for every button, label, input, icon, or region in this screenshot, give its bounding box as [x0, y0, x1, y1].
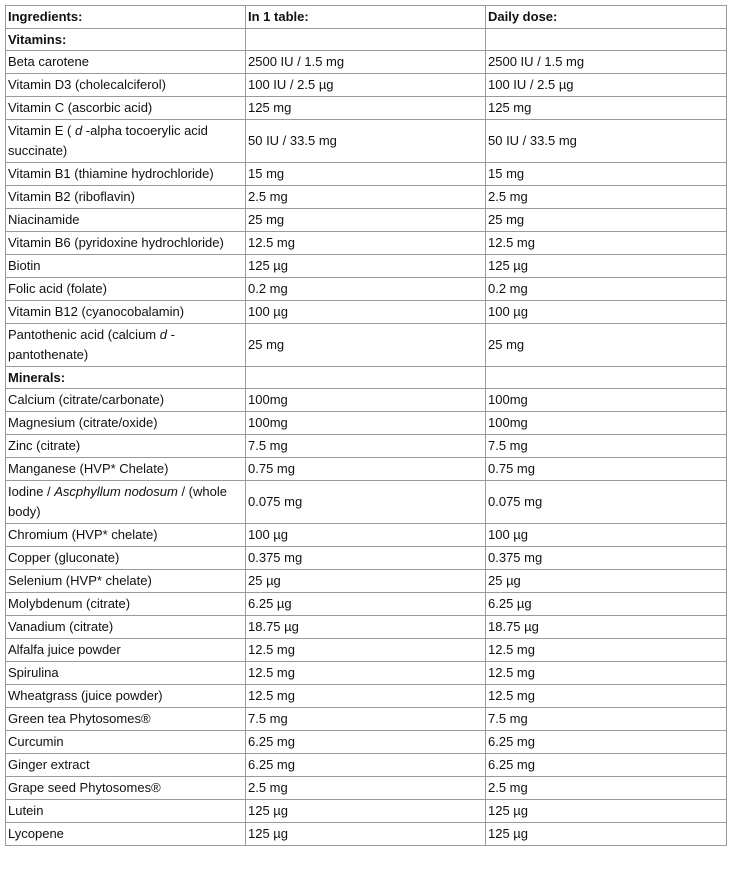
amount-per-tablet: 18.75 µg — [246, 616, 486, 639]
table-row — [6, 616, 727, 639]
ingredient-name: Vanadium (citrate) — [6, 616, 246, 639]
amount-daily-dose: 12.5 mg — [486, 685, 727, 708]
amount-per-tablet: 0.375 mg — [246, 547, 486, 570]
ingredient-name-part: -alpha tocoerylic acid succinate) — [8, 123, 208, 158]
ingredient-name: Lutein — [6, 800, 246, 823]
amount-per-tablet: 12.5 mg — [246, 232, 486, 255]
ingredient-name: Selenium (HVP* chelate) — [6, 570, 246, 593]
table-row — [6, 278, 727, 301]
amount-per-tablet: 6.25 µg — [246, 593, 486, 616]
empty-cell — [486, 29, 727, 51]
table-row — [6, 823, 727, 846]
vitamins-section-row — [6, 29, 727, 51]
table-row — [6, 524, 727, 547]
table-row — [6, 662, 727, 685]
amount-per-tablet: 0.75 mg — [246, 458, 486, 481]
amount-daily-dose: 100mg — [486, 412, 727, 435]
amount-per-tablet: 12.5 mg — [246, 639, 486, 662]
amount-daily-dose: 2.5 mg — [486, 186, 727, 209]
amount-daily-dose: 18.75 µg — [486, 616, 727, 639]
amount-per-tablet: 100mg — [246, 389, 486, 412]
amount-daily-dose: 0.2 mg — [486, 278, 727, 301]
amount-per-tablet: 125 µg — [246, 823, 486, 846]
ingredient-name-italic: d — [74, 123, 83, 138]
amount-daily-dose: 6.25 mg — [486, 731, 727, 754]
amount-daily-dose: 100 IU / 2.5 µg — [486, 74, 727, 97]
table-row — [6, 209, 727, 232]
amount-per-tablet: 100mg — [246, 412, 486, 435]
amount-per-tablet: 7.5 mg — [246, 708, 486, 731]
table-row — [6, 800, 727, 823]
amount-daily-dose: 100 µg — [486, 301, 727, 324]
amount-per-tablet: 0.2 mg — [246, 278, 486, 301]
table-row — [6, 481, 727, 524]
ingredient-name-italic: Ascphyllum nodosum — [54, 484, 178, 499]
table-row — [6, 570, 727, 593]
amount-daily-dose: 125 µg — [486, 800, 727, 823]
empty-cell — [246, 367, 486, 389]
ingredient-name: Calcium (citrate/carbonate) — [6, 389, 246, 412]
ingredient-name: Grape seed Phytosomes® — [6, 777, 246, 800]
amount-daily-dose: 100 µg — [486, 524, 727, 547]
ingredient-name: Niacinamide — [6, 209, 246, 232]
table-row — [6, 389, 727, 412]
amount-per-tablet: 50 IU / 33.5 mg — [246, 120, 486, 163]
amount-daily-dose: 0.075 mg — [486, 481, 727, 524]
ingredient-name: Copper (gluconate) — [6, 547, 246, 570]
amount-per-tablet: 100 µg — [246, 524, 486, 547]
amount-per-tablet: 0.075 mg — [246, 481, 486, 524]
header-daily-dose: Daily dose: — [486, 6, 727, 29]
amount-daily-dose: 50 IU / 33.5 mg — [486, 120, 727, 163]
table-row — [6, 51, 727, 74]
amount-per-tablet: 15 mg — [246, 163, 486, 186]
amount-daily-dose: 7.5 mg — [486, 435, 727, 458]
header-row — [6, 6, 727, 29]
ingredient-name: Lycopene — [6, 823, 246, 846]
amount-per-tablet: 2500 IU / 1.5 mg — [246, 51, 486, 74]
ingredient-name: Spirulina — [6, 662, 246, 685]
header-ingredients: Ingredients: — [6, 6, 246, 29]
table-row — [6, 777, 727, 800]
amount-per-tablet: 25 mg — [246, 209, 486, 232]
minerals-section-title: Minerals: — [6, 367, 246, 389]
amount-daily-dose: 125 µg — [486, 255, 727, 278]
ingredient-name: Magnesium (citrate/oxide) — [6, 412, 246, 435]
amount-per-tablet: 125 µg — [246, 800, 486, 823]
ingredient-name: Chromium (HVP* chelate) — [6, 524, 246, 547]
table-row — [6, 163, 727, 186]
amount-daily-dose: 12.5 mg — [486, 232, 727, 255]
ingredient-name-part: / (whole body) — [8, 484, 227, 519]
amount-per-tablet: 7.5 mg — [246, 435, 486, 458]
ingredient-name — [6, 120, 246, 163]
ingredient-name-part: Pantothenic acid (calcium — [8, 327, 160, 342]
ingredient-name: Vitamin B1 (thiamine hydrochloride) — [6, 163, 246, 186]
table-row — [6, 120, 727, 163]
ingredient-name-part: -pantothenate) — [8, 327, 175, 362]
table-row — [6, 731, 727, 754]
amount-per-tablet: 12.5 mg — [246, 662, 486, 685]
table-row — [6, 412, 727, 435]
ingredient-name: Manganese (HVP* Chelate) — [6, 458, 246, 481]
ingredient-name: Vitamin C (ascorbic acid) — [6, 97, 246, 120]
ingredient-name: Wheatgrass (juice powder) — [6, 685, 246, 708]
amount-per-tablet: 12.5 mg — [246, 685, 486, 708]
amount-per-tablet: 2.5 mg — [246, 186, 486, 209]
amount-daily-dose: 25 mg — [486, 209, 727, 232]
ingredient-name: Folic acid (folate) — [6, 278, 246, 301]
ingredient-name: Ginger extract — [6, 754, 246, 777]
amount-per-tablet: 6.25 mg — [246, 731, 486, 754]
ingredient-name: Curcumin — [6, 731, 246, 754]
ingredient-name: Vitamin D3 (cholecalciferol) — [6, 74, 246, 97]
table-row — [6, 708, 727, 731]
amount-daily-dose: 2.5 mg — [486, 777, 727, 800]
table-row — [6, 435, 727, 458]
ingredient-name: Molybdenum (citrate) — [6, 593, 246, 616]
empty-cell — [246, 29, 486, 51]
amount-daily-dose: 12.5 mg — [486, 639, 727, 662]
empty-cell — [486, 367, 727, 389]
amount-daily-dose: 125 mg — [486, 97, 727, 120]
amount-per-tablet: 125 µg — [246, 255, 486, 278]
amount-per-tablet: 25 mg — [246, 324, 486, 367]
amount-daily-dose: 6.25 mg — [486, 754, 727, 777]
amount-per-tablet: 100 IU / 2.5 µg — [246, 74, 486, 97]
ingredient-name: Zinc (citrate) — [6, 435, 246, 458]
minerals-section-row — [6, 367, 727, 389]
ingredients-table — [5, 5, 727, 846]
amount-daily-dose: 0.375 mg — [486, 547, 727, 570]
ingredient-name: Vitamin B6 (pyridoxine hydrochloride) — [6, 232, 246, 255]
amount-daily-dose: 125 µg — [486, 823, 727, 846]
table-row — [6, 754, 727, 777]
ingredient-name: Green tea Phytosomes® — [6, 708, 246, 731]
table-row — [6, 97, 727, 120]
ingredient-name: Vitamin B12 (cyanocobalamin) — [6, 301, 246, 324]
ingredient-name: Beta carotene — [6, 51, 246, 74]
table-row — [6, 255, 727, 278]
ingredient-name-italic: d — [159, 327, 167, 342]
table-row — [6, 547, 727, 570]
ingredient-name: Vitamin B2 (riboflavin) — [6, 186, 246, 209]
ingredient-name: Biotin — [6, 255, 246, 278]
table-row — [6, 186, 727, 209]
table-row — [6, 639, 727, 662]
table-row — [6, 74, 727, 97]
amount-daily-dose: 7.5 mg — [486, 708, 727, 731]
amount-daily-dose: 100mg — [486, 389, 727, 412]
table-row — [6, 232, 727, 255]
amount-daily-dose: 25 µg — [486, 570, 727, 593]
header-per-tablet: In 1 table: — [246, 6, 486, 29]
amount-daily-dose: 6.25 µg — [486, 593, 727, 616]
amount-daily-dose: 15 mg — [486, 163, 727, 186]
table-row — [6, 458, 727, 481]
ingredient-name — [6, 481, 246, 524]
ingredient-name: Alfalfa juice powder — [6, 639, 246, 662]
amount-per-tablet: 2.5 mg — [246, 777, 486, 800]
amount-daily-dose: 12.5 mg — [486, 662, 727, 685]
amount-per-tablet: 25 µg — [246, 570, 486, 593]
ingredient-name-part: Vitamin E ( — [8, 123, 75, 138]
amount-daily-dose: 0.75 mg — [486, 458, 727, 481]
amount-daily-dose: 25 mg — [486, 324, 727, 367]
table-row — [6, 301, 727, 324]
amount-per-tablet: 125 mg — [246, 97, 486, 120]
ingredient-name-part: Iodine / — [8, 484, 55, 499]
table-row — [6, 685, 727, 708]
ingredient-name — [6, 324, 246, 367]
table-row — [6, 324, 727, 367]
amount-per-tablet: 6.25 mg — [246, 754, 486, 777]
amount-daily-dose: 2500 IU / 1.5 mg — [486, 51, 727, 74]
vitamins-section-title: Vitamins: — [6, 29, 246, 51]
table-row — [6, 593, 727, 616]
amount-per-tablet: 100 µg — [246, 301, 486, 324]
